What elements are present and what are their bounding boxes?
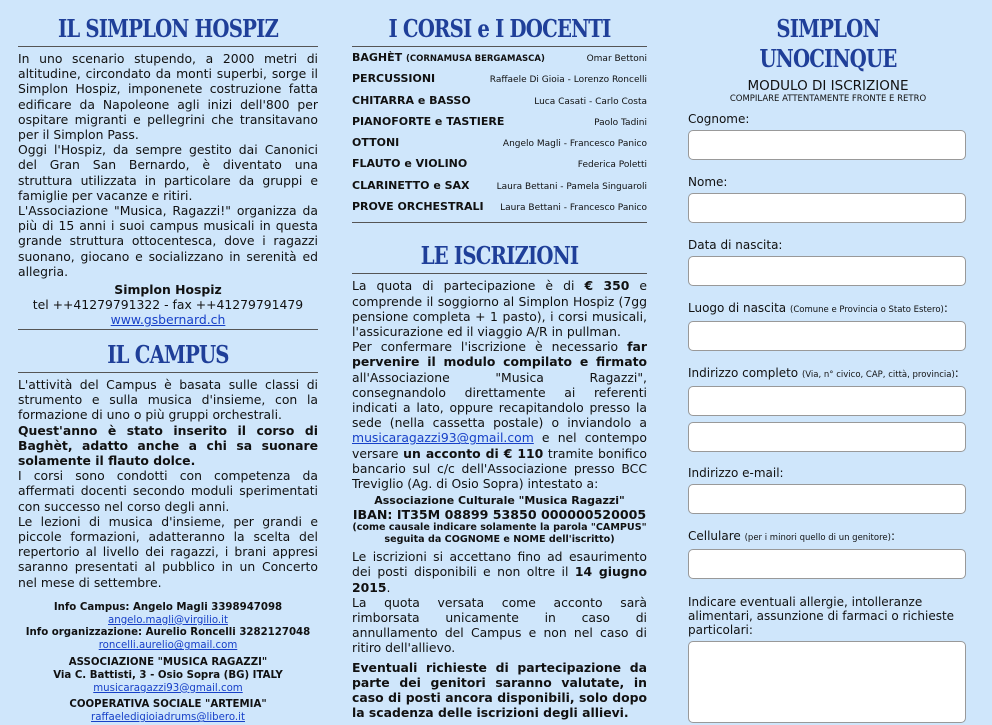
course-name: CHITARRA e BASSO (352, 93, 471, 107)
title-rule (18, 46, 318, 47)
section-rule (18, 329, 318, 330)
column-hospiz-campus (18, 14, 318, 725)
email-field[interactable] (688, 484, 966, 514)
form-note: COMPILARE ATTENTAMENTE FRONTE E RETRO (729, 94, 927, 104)
info-campus: Info Campus: Angelo Magli 3398947098 (53, 601, 283, 613)
course-teachers: Angelo Magli - Francesco Panico (502, 139, 647, 150)
iscrizioni-quota: La quota di partecipazione è di € 350 e comprende il soggiorno al Simplon Hospiz (7gg pensione completa + 1 pasto), i corsi musicali, l'assicurazione ed il viaggio A/R in pullman. (352, 278, 647, 339)
nome-field[interactable] (688, 193, 966, 223)
course-list (352, 51, 647, 221)
iban: IBAN: IT35M 08899 53850 000000520005 (352, 507, 647, 523)
label-nome: Nome: (688, 175, 728, 189)
corsi-title: I CORSI e I DOCENTI (388, 14, 611, 43)
campus-paragraph-highlight: Quest'anno è stato inserito il corso di Baghèt, adatto anche a chi sa suonare solamente il flauto dolce. (18, 422, 318, 469)
course-name: PIANOFORTE e TASTIERE (352, 114, 505, 128)
course-row (352, 200, 647, 221)
column-corsi-iscrizioni (352, 14, 647, 720)
course-teachers: Omar Bettoni (586, 54, 647, 64)
course-teachers: Laura Bettani - Pamela Singuaroli (496, 181, 647, 192)
allergie-field[interactable] (688, 641, 966, 723)
hospiz-contact-name: Simplon Hospiz (114, 282, 222, 298)
luogo-nascita-field[interactable] (688, 321, 966, 351)
label-indirizzo: Indirizzo completo (Via, n° civico, CAP, città, provincia): (688, 366, 959, 380)
info-organizzazione: Info organizzazione: Aurelio Roncelli 3282127048 (25, 627, 311, 639)
indirizzo-field-1[interactable] (688, 386, 966, 416)
hospiz-paragraph-3: L'Associazione "Musica, Ragazzi!" organizza da più di 15 anni i suoi campus musicali in questa grande struttura ottocentesca, dove i ragazzi suonano, giocano e socializzano in serenità ed allegria. (18, 203, 318, 279)
section-rule (352, 222, 647, 223)
label-cellulare: Cellulare (per i minori quello di un genitore): (688, 529, 895, 543)
course-teachers: Federica Poletti (577, 160, 647, 171)
iscrizioni-rimborso: La quota versata come acconto sarà rimborsata unicamente in caso di annullamento del Campus e non nel caso di ritiro dell'allievo. (352, 594, 647, 656)
course-teachers: Paolo Tadini (594, 117, 647, 128)
title-rule (18, 372, 318, 373)
label-allergie: Indicare eventuali allergie, intolleranze alimentari, assunzione di farmaci o richieste particolari: (688, 595, 955, 637)
coop-email[interactable]: raffaeledigioiadrums@libero.it (91, 712, 245, 724)
course-name: PERCUSSIONI (352, 72, 436, 86)
label-cognome: Cognome: (688, 112, 750, 126)
form-title: SIMPLON UNOCINQUE (759, 14, 897, 73)
iscrizioni-email-link[interactable]: musicaragazzi93@gmail.com (352, 430, 534, 446)
campus-title: IL CAMPUS (107, 340, 229, 370)
label-data-nascita: Data di nascita: (688, 238, 783, 252)
iscrizioni-conferma: Per confermare l'iscrizione è necessario far pervenire il modulo compilato e firmato all'Associazione "Musica Ragazzi", consegnandolo direttamente ai referenti indicati a lato, oppure recapitandolo presso la sede (nella cassetta postale) o inviandolo a musicaragazzi93@gmail.com e nel contempo versare un acconto di € 110 tramite bonifico bancario sul c/c dell'Associazione presso BCC Treviglio (Ag. di Osio Sopra) intestato a: (352, 339, 648, 492)
course-name: CLARINETTO e SAX (352, 178, 470, 192)
course-row (352, 51, 647, 72)
title-rule (352, 46, 647, 47)
hospiz-paragraph-1: In uno scenario stupendo, a 2000 metri di altitudine, circondato da monti superbi, sorge il Simplon Hospiz, imponenete costruzione fatta edificare da Napoleone agli inizi dell'800 per ospitare migranti e pellegrini che transitavano per il Simplon Pass. (18, 51, 318, 143)
hospiz-title: IL SIMPLON HOSPIZ (57, 14, 279, 43)
association-address: Via C. Battisti, 3 - Osio Sopra (BG) ITALY (53, 669, 283, 681)
label-email: Indirizzo e-mail: (688, 466, 784, 480)
course-teachers: Laura Bettani - Francesco Panico (500, 203, 647, 214)
hospiz-contact-phone: tel ++41279791322 - fax ++41279791479 (32, 297, 304, 313)
title-rule (352, 273, 647, 274)
cellulare-field[interactable] (688, 549, 966, 579)
coop-name: COOPERATIVA SOCIALE "ARTEMIA" (69, 699, 267, 711)
iscrizioni-genitori: Eventuali richieste di partecipazione da parte dei genitori saranno valutate, in caso di posti ancora disponibili, solo dopo la scadenza delle iscrizioni degli allievi. (352, 659, 647, 721)
association-email[interactable]: musicaragazzi93@gmail.com (93, 682, 243, 694)
course-row (352, 72, 647, 93)
course-name: OTTONI (352, 136, 400, 150)
bank-holder: Associazione Culturale "Musica Ragazzi" (374, 494, 625, 508)
course-row (352, 136, 647, 157)
form-subtitle: MODULO DI ISCRIZIONE (747, 78, 909, 94)
hospiz-website-link[interactable]: www.gsbernard.ch (110, 312, 226, 328)
association-name: ASSOCIAZIONE "MUSICA RAGAZZI" (68, 657, 268, 669)
hospiz-paragraph-2: Oggi l'Hospiz, da sempre gestito dai Canonici del Gran San Bernardo, è diventato una struttura utilizzata in particolare da gruppi e famiglie per vacanze e ritiri. (18, 142, 318, 203)
campus-paragraph-1: L'attività del Campus è basata sulle classi di strumento e sulla musica d'insieme, con la formazione di uno o più gruppi orchestrali. (18, 377, 318, 423)
campus-paragraph-3: I corsi sono condotti con competenza da affermati docenti secondo moduli sperimentati con successo nel corso degli anni. (18, 468, 318, 514)
label-luogo-nascita: Luogo di nascita (Comune e Provincia o Stato Estero): (688, 301, 948, 315)
campus-paragraph-4: Le lezioni di musica d'insieme, per grandi e piccole formazioni, adatteranno la scelta del repertorio al livello dei ragazzi, i brani appresi saranno presentati al pubblico in un Concerto nel mese di settembre. (18, 513, 318, 590)
course-name: PROVE ORCHESTRALI (352, 200, 484, 214)
info-campus-email[interactable]: angelo.magli@virgilio.it (108, 614, 228, 626)
indirizzo-field-2[interactable] (688, 422, 966, 452)
iscrizioni-title: LE ISCRIZIONI (420, 241, 579, 271)
course-teachers: Raffaele Di Gioia - Lorenzo Roncelli (489, 75, 647, 86)
course-row (352, 157, 647, 178)
course-name: FLAUTO e VIOLINO (352, 157, 468, 171)
iscrizioni-scadenza: Le iscrizioni si accettano fino ad esaurimento dei posti disponibili e non oltre il 14 giugno 2015. (352, 549, 647, 595)
course-row (352, 115, 647, 136)
column-form (688, 14, 968, 723)
course-row (352, 94, 647, 115)
cognome-field[interactable] (688, 130, 966, 160)
course-name: BAGHÈT (CORNAMUSA BERGAMASCA) (352, 51, 545, 64)
course-teachers: Luca Casati - Carlo Costa (534, 96, 647, 107)
info-organizzazione-email[interactable]: roncelli.aurelio@gmail.com (98, 640, 238, 652)
data-nascita-field[interactable] (688, 256, 966, 286)
bank-causale: (come causale indicare solamente la parola "CAMPUS" seguita da COGNOME e NOME dell'iscritto) (352, 522, 647, 546)
course-row (352, 179, 647, 200)
